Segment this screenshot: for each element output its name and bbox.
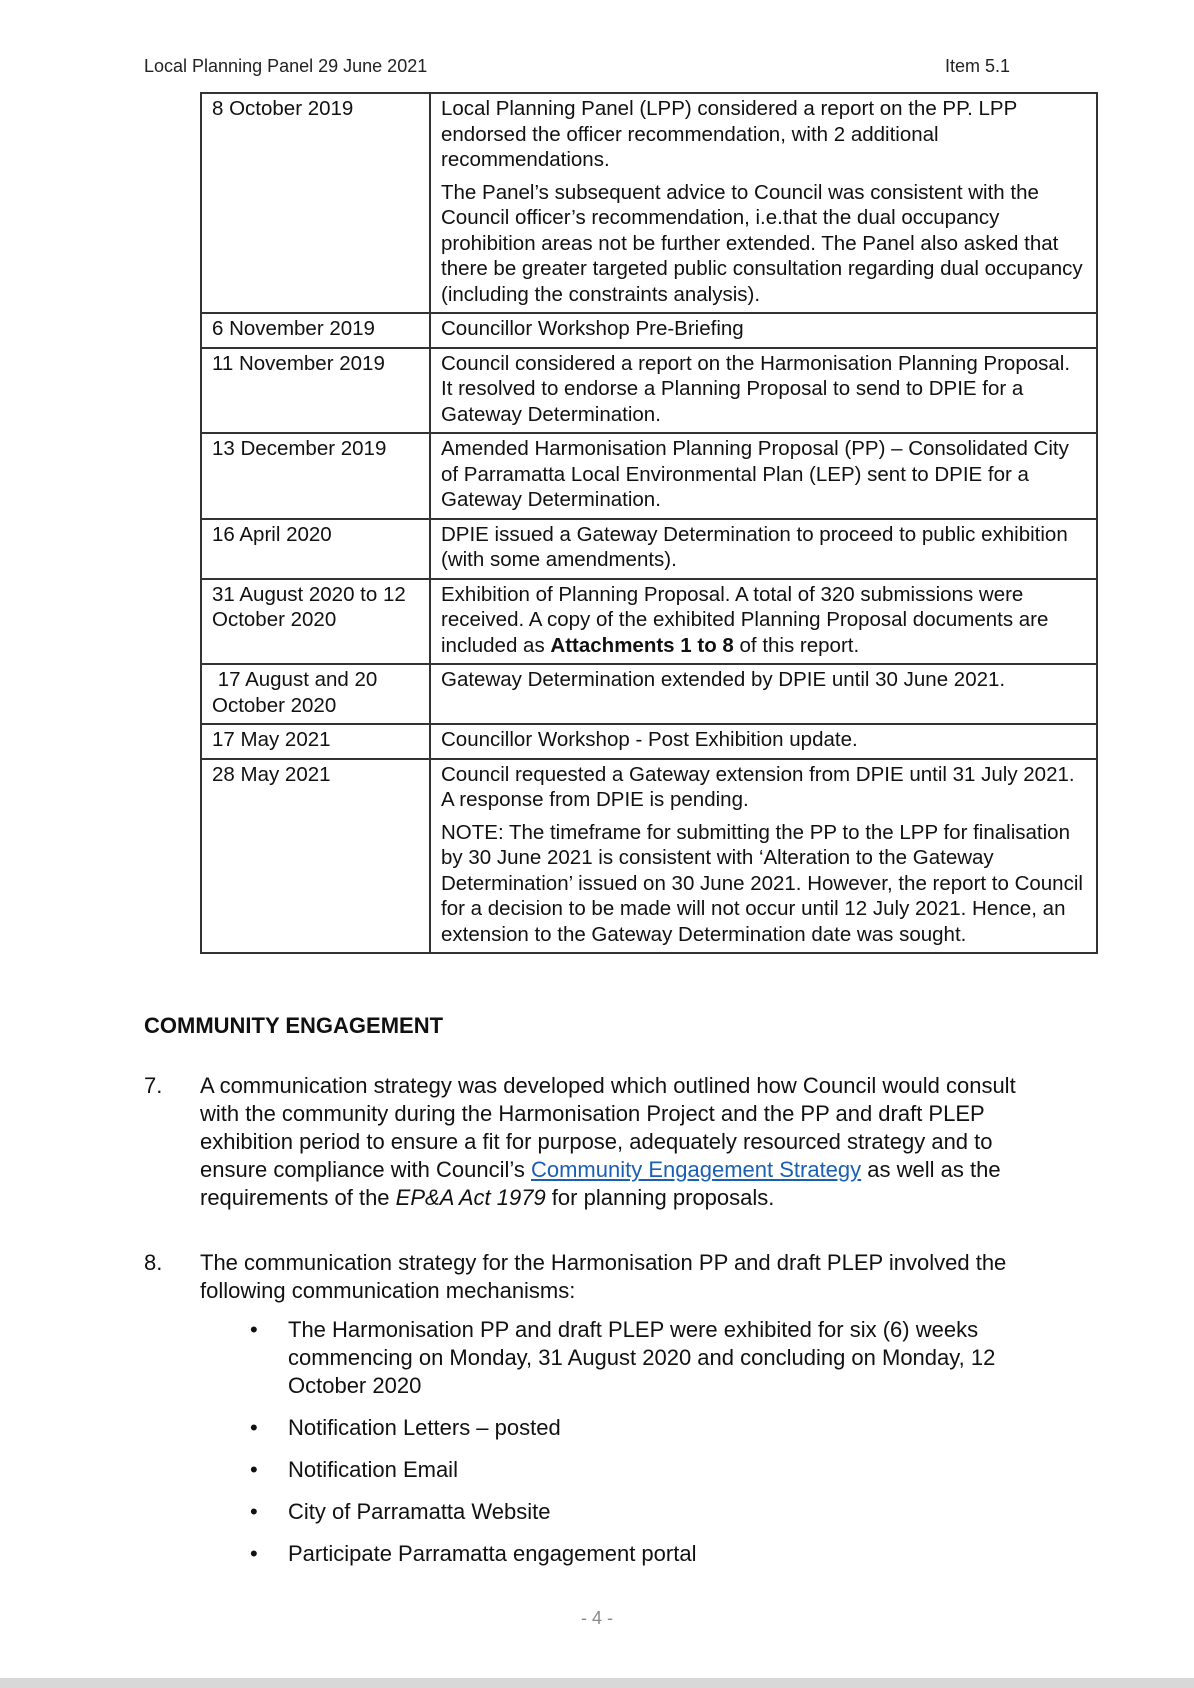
table-row — [201, 724, 1097, 759]
table-row — [201, 313, 1097, 348]
description-text: The Panel’s subsequent advice to Council was consistent with the Council officer’s recommendation, i.e.that the dual occupancy prohibition areas not be further extended. The Panel also asked that there be greater targeted public consultation regarding dual occupancy (including the constraints analysis). — [441, 180, 1083, 306]
paragraph-number: 8. — [144, 1250, 163, 1275]
description-cell — [430, 348, 1097, 434]
list-item-text: Notification Letters – posted — [288, 1415, 561, 1440]
header-meeting-title: Local Planning Panel 29 June 2021 — [144, 56, 428, 76]
table-row — [201, 93, 1097, 313]
description-cell — [430, 93, 1097, 313]
community-engagement-strategy-link[interactable]: Community Engagement Strategy — [530, 1157, 862, 1182]
table-row — [201, 759, 1097, 954]
bullet-icon: • — [250, 1317, 258, 1342]
table-row — [201, 433, 1097, 519]
page-header — [144, 56, 1010, 77]
date-cell: 13 December 2019 — [201, 433, 430, 519]
page-number: - 4 - — [580, 1608, 613, 1628]
date-cell: 6 November 2019 — [201, 313, 430, 348]
list-item-text: City of Parramatta Website — [288, 1499, 551, 1524]
date-cell: 16 April 2020 — [201, 519, 430, 579]
description-cell — [430, 579, 1097, 665]
timeline-table — [200, 92, 1098, 954]
paragraph-text-part: as well as the requirements of the — [200, 1157, 1001, 1210]
list-item — [250, 1498, 1050, 1526]
page-bottom-edge — [0, 1678, 1194, 1688]
description-text-part: Exhibition of Planning Proposal. A total of 320 submissions were received. A copy of the exhibited Planning Proposal documents are included as — [441, 582, 1049, 657]
description-text: Amended Harmonisation Planning Proposal (PP) – Consolidated City of Parramatta Local Environmental Plan (LEP) sent to DPIE for a Gateway Determination. — [441, 437, 1069, 511]
list-item — [250, 1414, 1050, 1442]
description-text: Council requested a Gateway extension from DPIE until 31 July 2021. A response from DPIE is pending. — [441, 762, 1075, 811]
paragraph-text: The communication strategy for the Harmonisation PP and draft PLEP involved the following communication mechanisms: — [200, 1250, 1007, 1303]
date-cell: 31 August 2020 to 12 October 2020 — [201, 579, 430, 665]
table-row — [201, 664, 1097, 724]
attachments-reference: Attachments 1 to 8 — [550, 633, 734, 657]
description-text — [441, 582, 1086, 659]
list-item-text: The Harmonisation PP and draft PLEP were exhibited for six (6) weeks commencing on Monday, 31 August 2020 and concluding on Monday, 12 October 2020 — [288, 1317, 996, 1398]
list-item-text: Notification Email — [288, 1457, 458, 1482]
bullet-icon: • — [250, 1457, 258, 1482]
communication-mechanisms-list — [250, 1316, 1050, 1582]
paragraph-7 — [144, 1072, 1044, 1212]
paragraph-text-part: A communication strategy was developed which outlined how Council would consult with the community during the Harmonisation Project and the PP and draft PLEP exhibition period to ensure a fit for purpose, adequately resourced strategy and to ensure compliance with Council’s — [200, 1073, 1016, 1182]
bullet-icon: • — [250, 1415, 258, 1440]
date-cell: 11 November 2019 — [201, 348, 430, 434]
date-cell: 28 May 2021 — [201, 759, 430, 954]
header-item-number: Item 5.1 — [944, 56, 1010, 76]
description-text: Councillor Workshop - Post Exhibition update. — [441, 728, 858, 751]
description-note: NOTE: The timeframe for submitting the PP to the LPP for finalisation by 30 June 2021 is consistent with ‘Alteration to the Gateway Determination’ issued on 30 June 2021. However, the report to Council for a decision to be made will not occur until 12 July 2021. Hence, an extension to the Gateway Determination date was sought. — [441, 820, 1083, 946]
description-cell — [430, 519, 1097, 579]
list-item-text: Participate Parramatta engagement portal — [288, 1541, 697, 1566]
list-item — [250, 1456, 1050, 1484]
description-cell — [430, 724, 1097, 759]
date-cell: 8 October 2019 — [201, 93, 430, 313]
description-text: DPIE issued a Gateway Determination to proceed to public exhibition (with some amendments). — [441, 522, 1068, 571]
date-cell: 17 May 2021 — [201, 724, 430, 759]
paragraph-number: 7. — [144, 1073, 163, 1098]
section-heading: COMMUNITY ENGAGEMENT — [144, 1013, 444, 1038]
description-text: Local Planning Panel (LPP) considered a report on the PP. LPP endorsed the officer recommendation, with 2 additional recommendations. — [441, 97, 1017, 171]
paragraph-text-part: for planning proposals. — [545, 1185, 775, 1210]
paragraph-8 — [144, 1249, 1044, 1305]
bullet-icon: • — [250, 1499, 258, 1524]
description-cell — [430, 313, 1097, 348]
description-text-part: of this report. — [733, 633, 860, 657]
act-reference: EP&A Act 1979 — [395, 1185, 546, 1210]
description-text: Council considered a report on the Harmonisation Planning Proposal. It resolved to endorse a Planning Proposal to send to DPIE for a Gateway Determination. — [441, 351, 1071, 426]
description-text: Gateway Determination extended by DPIE until 30 June 2021. — [441, 668, 1006, 691]
list-item — [250, 1540, 1050, 1568]
table-row — [201, 519, 1097, 579]
date-cell: 17 August and 20 October 2020 — [201, 664, 430, 724]
list-item — [250, 1316, 1050, 1400]
description-cell — [430, 664, 1097, 724]
bullet-icon: • — [250, 1541, 258, 1566]
paragraph-text — [200, 1072, 1044, 1212]
table-row — [201, 348, 1097, 434]
description-text: Councillor Workshop Pre-Briefing — [441, 317, 744, 340]
description-cell — [430, 433, 1097, 519]
description-cell — [430, 759, 1097, 954]
table-row — [201, 579, 1097, 665]
